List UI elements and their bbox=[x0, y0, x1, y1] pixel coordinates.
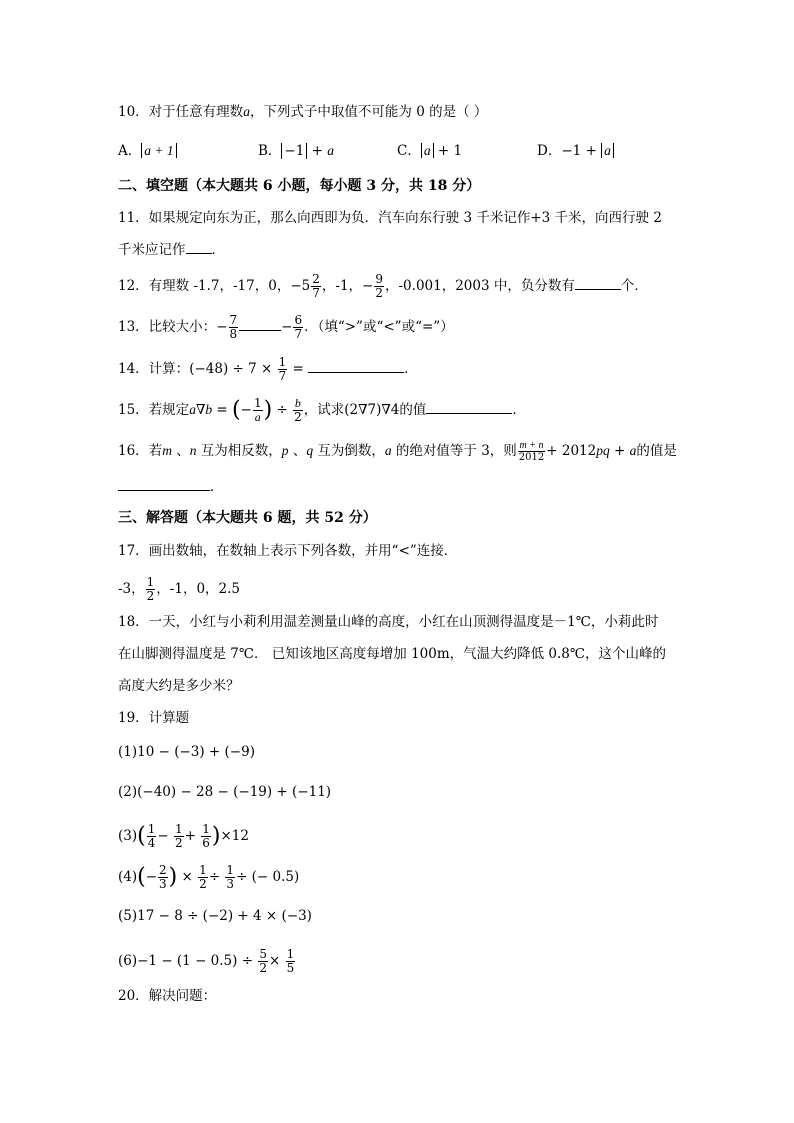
q16: 16．若m 、n 互为相反数，p 、q 互为倒数，a 的绝对值等于 3，则 $\frac{m + n}{2012}$ + 2012pq + a的值是 bbox=[118, 440, 677, 463]
q17-line1: 17．画出数轴，在数轴上表示下列各数，并用“<”连接． bbox=[118, 543, 458, 559]
q10-option-d[interactable]: D．−1 + a bbox=[537, 139, 614, 159]
q19-title: 19．计算题 bbox=[118, 710, 190, 726]
q10-stem: 10．对于任意有理数a，下列式子中取值不可能为 0 的是（ ） bbox=[118, 104, 488, 120]
q10-option-c[interactable]: C． a + 1 bbox=[397, 143, 463, 159]
q13: 13．比较大小：− $\frac{7}{8}$ − $\frac{6}{7}$ ．（填“>”或“<”或“=”） bbox=[118, 313, 454, 341]
q19-expr-2: (2)(−40) − 28 − (−19) + (−11) bbox=[118, 784, 332, 800]
q10-option-b[interactable]: B． −1 + a bbox=[258, 143, 334, 159]
q19-expr-3: (3)( $\frac{1}{4}$ − $\frac{1}{2}$ + $\frac{1}{6}$ )×12 bbox=[118, 822, 249, 850]
q14: 14．计算：(−48) ÷ 7 × $\frac{1}{7}$ = ． bbox=[118, 355, 418, 383]
section-2-heading: 二、填空题（本大题共 6 小题，每小题 3 分，共 18 分） bbox=[118, 178, 481, 194]
q18-line2: 在山脚测得温度是 7℃． 已知该地区高度每增加 100m，气温大约降低 0.8℃，这个山峰的 bbox=[118, 646, 666, 662]
q18-line1: 18．一天，小红与小莉利用温差测量山峰的高度，小红在山顶测得温度是－1℃，小莉此时 bbox=[118, 614, 659, 630]
q20-title: 20．解决问题： bbox=[118, 988, 217, 1004]
q15: 15．若规定a∇b = (− $\frac{1}{a}$ ) ÷ $\frac{b}{2}$ ，试求(2∇7)∇4的值 ． bbox=[118, 396, 526, 424]
q19-expr-5: (5)17 − 8 ÷ (−2) + 4 × (−3) bbox=[118, 908, 312, 924]
q18-line3: 高度大约是多少米？ bbox=[118, 678, 240, 694]
q19-expr-1: (1)10 − (−3) + (−9) bbox=[118, 744, 255, 760]
q16-answer-line: ． bbox=[118, 477, 224, 497]
q11-line2: 千米应记作 ． bbox=[118, 242, 225, 258]
q10-option-a[interactable]: A． a + 1 bbox=[118, 139, 177, 159]
q17-numbers: -3， $\frac{1}{2}$ ，-1，0，2.5 bbox=[118, 575, 241, 603]
q11-line1: 11．如果规定向东为正，那么向西即为负．汽车向东行驶 3 千米记作+3 千米，向西行驶 2 bbox=[118, 210, 662, 226]
q19-expr-6: (6)−1 − (1 − 0.5) ÷ $\frac{5}{2}$ × $\frac{1}{5}$ bbox=[118, 947, 295, 975]
q12: 12．有理数 -1.7，-17，0，−5 $\frac{2}{7}$ ，-1，− $\frac{9}{2}$ ，-0.001，2003 中，负分数有 个． bbox=[118, 272, 648, 300]
section-3-heading: 三、解答题（本大题共 6 题，共 52 分） bbox=[118, 510, 377, 526]
q19-expr-4: (4)(− $\frac{2}{3}$ ) × $\frac{1}{2}$ ÷ $\frac{1}{3}$ ÷ (− 0.5) bbox=[118, 863, 300, 891]
